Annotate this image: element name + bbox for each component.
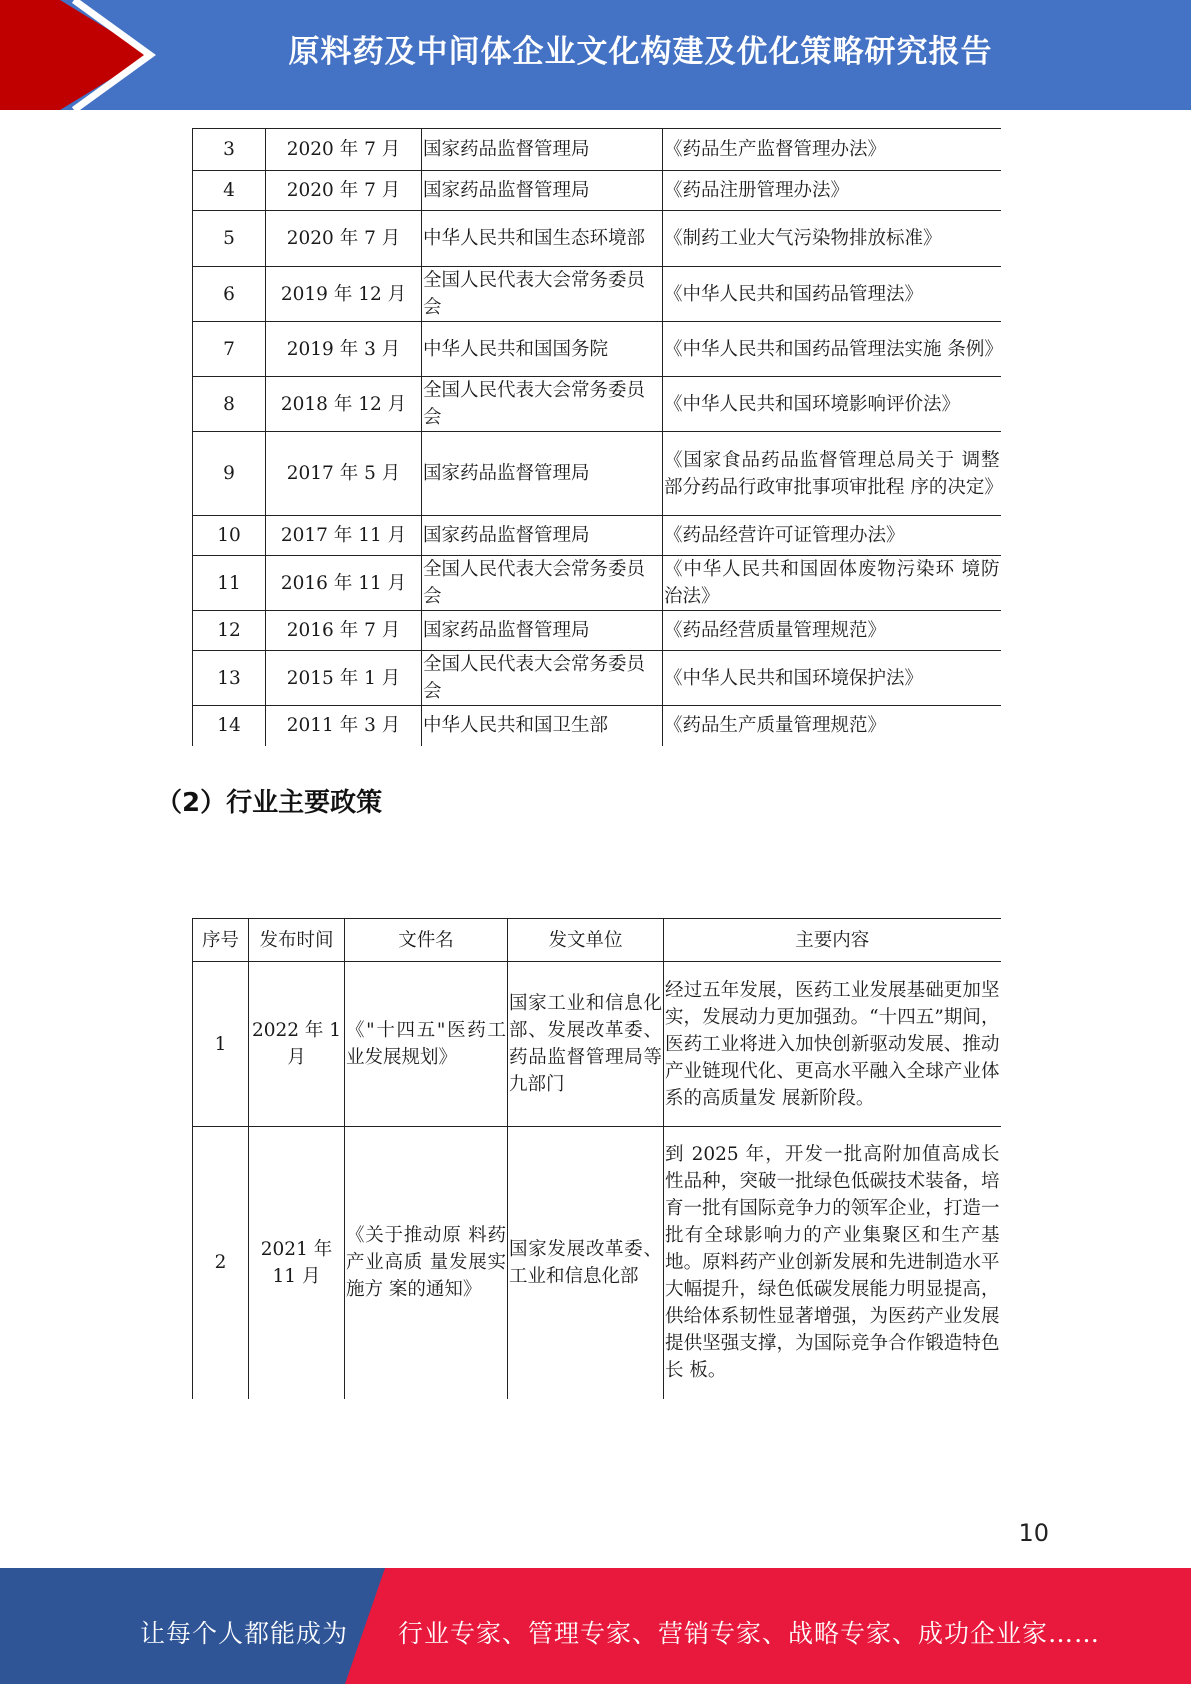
page-footer xyxy=(0,1568,1191,1684)
cell-issuer: 国家药品监督管理局 xyxy=(422,129,663,171)
cell-index: 1 xyxy=(193,962,249,1127)
column-header-content: 主要内容 xyxy=(664,919,1001,962)
cell-index: 8 xyxy=(193,377,266,432)
cell-date: 2018 年 12 月 xyxy=(266,377,422,432)
footer-slogan-right: 行业专家、管理专家、营销专家、战略专家、成功企业家…… xyxy=(398,1619,1101,1648)
cell-title: 《中华人民共和国固体废物污染环 境防治法》 xyxy=(663,556,1001,611)
cell-date: 2016 年 11 月 xyxy=(266,556,422,611)
cell-title: 《药品经营许可证管理办法》 xyxy=(663,516,1001,556)
cell-content: 到 2025 年，开发一批高附加值高成长性品种，突破一批绿色低碳技术装备，培育一批有国际竞争力的领军企业，打造一批有全球影响力的产业集聚区和生产基地。原料药产业创新发展和先进制造水平大幅提升，绿色低碳发展能力明显提高，供给体系韧性显著增强，为医药产业发展提供坚强支撑，为国际竞争合作锻造特色长 板。 xyxy=(664,1127,1001,1399)
policies-table xyxy=(192,918,1001,1399)
table-row xyxy=(193,556,1001,611)
cell-index: 6 xyxy=(193,267,266,322)
column-header-document: 文件名 xyxy=(345,919,508,962)
report-title: 原料药及中间体企业文化构建及优化策略研究报告 xyxy=(288,34,993,70)
cell-index: 13 xyxy=(193,651,266,706)
cell-issuer: 全国人民代表大会常务委员会 xyxy=(422,267,663,322)
table-row xyxy=(193,267,1001,322)
table-row xyxy=(193,706,1001,746)
cell-document: 《"十四五"医药工业发展规划》 xyxy=(345,962,508,1127)
cell-index: 11 xyxy=(193,556,266,611)
cell-index: 9 xyxy=(193,432,266,516)
cell-issuer: 全国人民代表大会常务委员会 xyxy=(422,377,663,432)
cell-title: 《中华人民共和国药品管理法实施 条例》 xyxy=(663,322,1001,377)
cell-date: 2020 年 7 月 xyxy=(266,129,422,171)
page-header xyxy=(0,0,1191,110)
cell-date: 2019 年 3 月 xyxy=(266,322,422,377)
footer-slogan-left: 让每个人都能成为 xyxy=(140,1619,349,1648)
cell-index: 12 xyxy=(193,611,266,651)
cell-issuer: 国家药品监督管理局 xyxy=(422,611,663,651)
table-row xyxy=(193,651,1001,706)
page-number: 10 xyxy=(1018,1519,1049,1547)
cell-date: 2017 年 11 月 xyxy=(266,516,422,556)
cell-index: 10 xyxy=(193,516,266,556)
cell-index: 4 xyxy=(193,171,266,211)
table-row xyxy=(193,171,1001,211)
cell-title: 《中华人民共和国环境影响评价法》 xyxy=(663,377,1001,432)
cell-title: 《药品注册管理办法》 xyxy=(663,171,1001,211)
cell-index: 5 xyxy=(193,211,266,267)
cell-date: 2019 年 12 月 xyxy=(266,267,422,322)
cell-title: 《药品经营质量管理规范》 xyxy=(663,611,1001,651)
cell-date: 2022 年 1 月 xyxy=(249,962,345,1127)
cell-title: 《药品生产监督管理办法》 xyxy=(663,129,1001,171)
table-row xyxy=(193,962,1001,1127)
cell-issuer: 国家发展改革委、工业和信息化部 xyxy=(508,1127,664,1399)
cell-issuer: 全国人民代表大会常务委员会 xyxy=(422,556,663,611)
cell-index: 7 xyxy=(193,322,266,377)
policies-table-header-row xyxy=(193,919,1001,962)
cell-issuer: 国家工业和信息化部、发展改革委、药品监督管理局等九部门 xyxy=(508,962,664,1127)
cell-issuer: 中华人民共和国卫生部 xyxy=(422,706,663,746)
table-row xyxy=(193,1127,1001,1399)
cell-title: 《中华人民共和国环境保护法》 xyxy=(663,651,1001,706)
cell-issuer: 国家药品监督管理局 xyxy=(422,516,663,556)
cell-title: 《制药工业大气污染物排放标准》 xyxy=(663,211,1001,267)
cell-issuer: 国家药品监督管理局 xyxy=(422,171,663,211)
column-header-index: 序号 xyxy=(193,919,249,962)
table-row xyxy=(193,611,1001,651)
cell-index: 2 xyxy=(193,1127,249,1399)
section-heading: （2）行业主要政策 xyxy=(156,788,383,818)
cell-index: 3 xyxy=(193,129,266,171)
table-row xyxy=(193,129,1001,171)
regulations-table xyxy=(192,128,1001,746)
cell-issuer: 全国人民代表大会常务委员会 xyxy=(422,651,663,706)
cell-document: 《关于推动原 料药产业高质 量发展实施方 案的通知》 xyxy=(345,1127,508,1399)
table-row xyxy=(193,322,1001,377)
cell-title: 《中华人民共和国药品管理法》 xyxy=(663,267,1001,322)
table-row xyxy=(193,211,1001,267)
regulations-table-body xyxy=(193,129,1001,746)
cell-index: 14 xyxy=(193,706,266,746)
cell-title: 《国家食品药品监督管理总局关于 调整部分药品行政审批事项审批程 序的决定》 xyxy=(663,432,1001,516)
cell-title: 《药品生产质量管理规范》 xyxy=(663,706,1001,746)
cell-date: 2015 年 1 月 xyxy=(266,651,422,706)
table-row xyxy=(193,377,1001,432)
cell-content: 经过五年发展，医药工业发展基础更加坚实，发展动力更加强劲。“十四五”期间，医药工业将进入加快创新驱动发展、推动产业链现代化、更高水平融入全球产业体系的高质量发 展新阶段。 xyxy=(664,962,1001,1127)
cell-date: 2020 年 7 月 xyxy=(266,171,422,211)
cell-issuer: 中华人民共和国生态环境部 xyxy=(422,211,663,267)
cell-date: 2017 年 5 月 xyxy=(266,432,422,516)
table-row xyxy=(193,516,1001,556)
cell-date: 2011 年 3 月 xyxy=(266,706,422,746)
cell-date: 2020 年 7 月 xyxy=(266,211,422,267)
cell-date: 2016 年 7 月 xyxy=(266,611,422,651)
column-header-date: 发布时间 xyxy=(249,919,345,962)
cell-date: 2021 年 11 月 xyxy=(249,1127,345,1399)
table-row xyxy=(193,432,1001,516)
cell-issuer: 国家药品监督管理局 xyxy=(422,432,663,516)
cell-issuer: 中华人民共和国国务院 xyxy=(422,322,663,377)
column-header-issuer: 发文单位 xyxy=(508,919,664,962)
